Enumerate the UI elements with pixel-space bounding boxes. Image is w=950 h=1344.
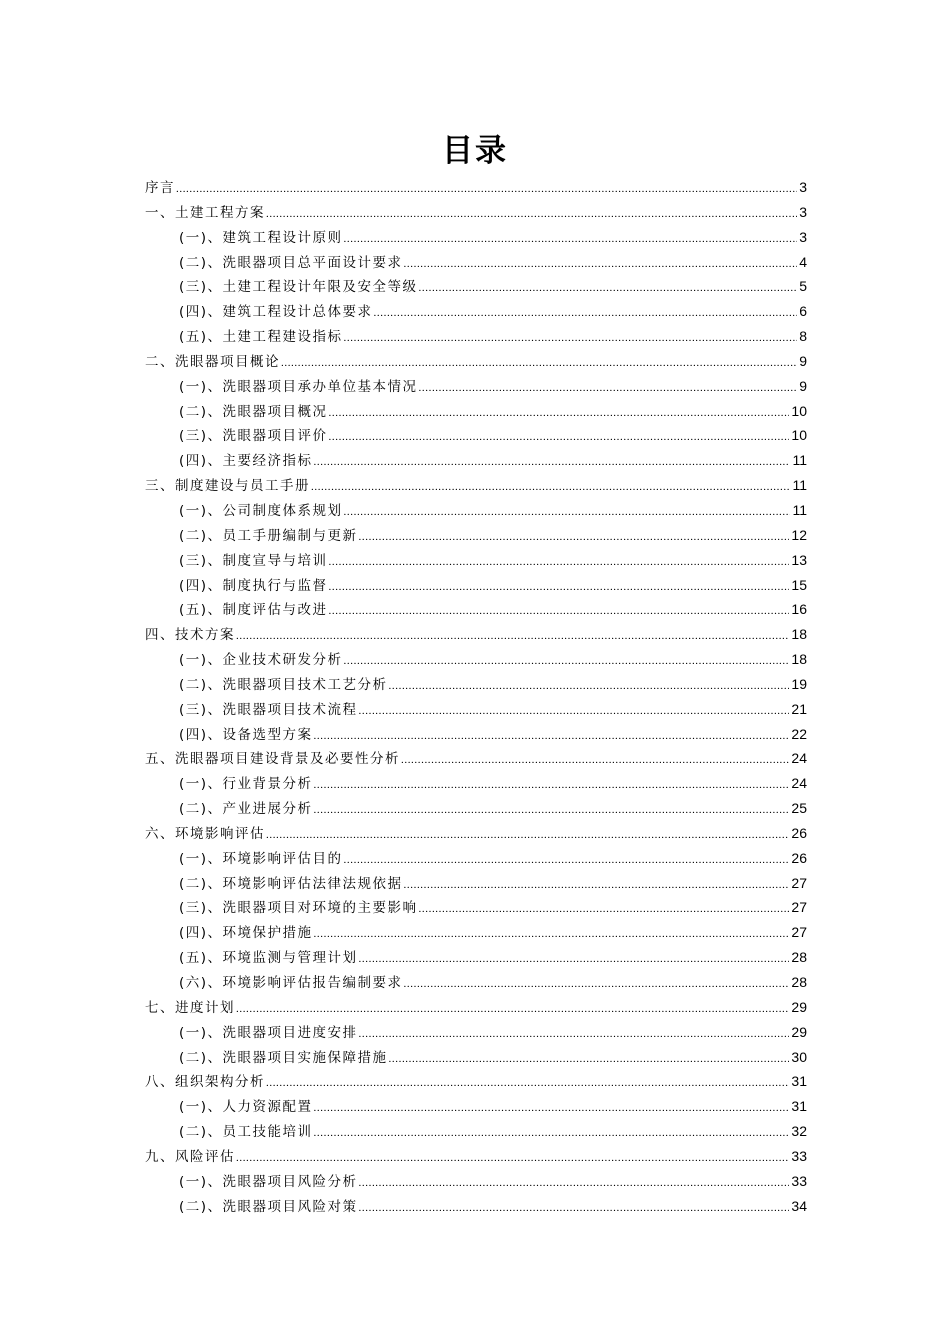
toc-dot-leader <box>374 301 798 326</box>
toc-dot-leader <box>389 1047 790 1072</box>
toc-page-number: 3 <box>799 179 807 195</box>
toc-dot-leader <box>266 823 789 848</box>
toc-subsection-entry[interactable] <box>145 1045 807 1070</box>
toc-dot-leader <box>329 401 790 426</box>
toc-subsection-entry[interactable] <box>145 1119 807 1144</box>
toc-entry-title: (一)、洗眼器项目进度安排 <box>179 1024 358 1041</box>
table-of-contents <box>145 175 807 1218</box>
toc-section-entry[interactable] <box>145 349 807 374</box>
toc-entry-title: (一)、人力资源配置 <box>179 1099 313 1116</box>
toc-entry-title: (一)、企业技术研发分析 <box>179 652 343 669</box>
toc-subsection-entry[interactable] <box>145 846 807 871</box>
toc-page-number: 16 <box>791 601 807 618</box>
toc-subsection-entry[interactable] <box>145 597 807 622</box>
toc-page-number: 32 <box>791 1123 807 1140</box>
toc-page-number: 22 <box>791 725 807 742</box>
toc-dot-leader <box>314 1121 790 1146</box>
toc-entry-title: (五)、制度评估与改进 <box>179 602 328 619</box>
toc-page-number: 28 <box>791 974 807 990</box>
toc-subsection-entry[interactable] <box>145 647 807 672</box>
toc-page-number: 3 <box>799 203 807 220</box>
toc-entry-title: 八、组织架构分析 <box>145 1074 265 1091</box>
toc-entry-title: 序言 <box>145 180 175 196</box>
toc-dot-leader <box>344 326 798 351</box>
toc-entry-title: (三)、土建工程设计年限及安全等级 <box>179 279 418 296</box>
toc-page-number: 24 <box>791 775 807 792</box>
toc-dot-leader <box>314 922 790 947</box>
toc-entry-title: 三、制度建设与员工手册 <box>145 478 310 495</box>
toc-entry-title: (四)、制度执行与监督 <box>179 577 328 594</box>
toc-subsection-entry[interactable] <box>145 523 807 548</box>
toc-entry-title: 一、土建工程方案 <box>145 204 265 221</box>
toc-dot-leader <box>236 1146 789 1171</box>
toc-subsection-entry[interactable] <box>145 796 807 821</box>
toc-dot-leader <box>359 1196 790 1221</box>
toc-page-number: 33 <box>791 1147 807 1164</box>
toc-page-number: 33 <box>791 1172 807 1189</box>
toc-dot-leader <box>404 972 790 997</box>
toc-page-number: 11 <box>792 501 807 518</box>
toc-subsection-entry[interactable] <box>145 548 807 573</box>
toc-entry-title: 四、技术方案 <box>145 627 235 644</box>
toc-entry-title: (一)、环境影响评估目的 <box>179 850 343 867</box>
toc-entry-title: (四)、主要经济指标 <box>179 453 313 470</box>
toc-page-number: 10 <box>791 427 807 444</box>
toc-dot-leader <box>404 873 790 898</box>
toc-entry-title: 七、进度计划 <box>145 999 235 1016</box>
toc-page-number: 12 <box>791 526 807 543</box>
toc-entry-title: (三)、洗眼器项目评价 <box>179 428 328 445</box>
toc-entry-title: (四)、建筑工程设计总体要求 <box>179 304 373 321</box>
toc-subsection-entry[interactable] <box>145 920 807 945</box>
toc-entry-title: (六)、环境影响评估报告编制要求 <box>179 975 403 991</box>
toc-entry-title: (五)、土建工程建设指标 <box>179 329 343 346</box>
toc-entry-title: 九、风险评估 <box>145 1148 235 1165</box>
toc-subsection-entry[interactable] <box>145 299 807 324</box>
toc-subsection-entry[interactable] <box>145 771 807 796</box>
toc-page-number: 5 <box>799 278 807 295</box>
toc-section-entry[interactable] <box>145 622 807 647</box>
toc-page-number: 29 <box>791 998 807 1015</box>
toc-entry-title: (二)、洗眼器项目技术工艺分析 <box>179 676 388 693</box>
toc-section-entry[interactable] <box>145 200 807 225</box>
toc-page-number: 27 <box>791 899 807 916</box>
toc-entry-title: 六、环境影响评估 <box>145 825 265 842</box>
toc-dot-leader <box>236 624 789 649</box>
toc-subsection-entry[interactable] <box>145 324 807 349</box>
toc-entry-title: (四)、设备选型方案 <box>179 726 313 743</box>
toc-page-number: 28 <box>791 949 807 966</box>
toc-page-number: 3 <box>799 228 807 245</box>
toc-subsection-entry[interactable] <box>145 498 807 523</box>
toc-dot-leader <box>236 997 789 1022</box>
toc-page-number: 25 <box>791 800 807 817</box>
toc-page-number: 15 <box>791 576 807 593</box>
toc-entry-title: (一)、建筑工程设计原则 <box>179 229 343 246</box>
toc-page-number: 29 <box>791 1023 807 1040</box>
toc-page-number: 27 <box>791 874 807 891</box>
toc-dot-leader <box>401 748 789 773</box>
toc-entry-title: (二)、员工技能培训 <box>179 1124 313 1141</box>
toc-page-number: 19 <box>791 675 807 692</box>
toc-dot-leader <box>329 425 790 450</box>
toc-subsection-entry[interactable] <box>145 1020 807 1045</box>
toc-entry-title: (二)、环境影响评估法律法规依据 <box>179 875 403 892</box>
toc-subsection-entry[interactable] <box>145 250 807 275</box>
toc-page-number: 31 <box>791 1098 807 1115</box>
toc-page-number: 24 <box>791 750 807 767</box>
toc-section-entry[interactable] <box>145 995 807 1020</box>
toc-subsection-entry[interactable] <box>145 970 807 995</box>
toc-subsection-entry[interactable] <box>145 1169 807 1194</box>
toc-subsection-entry[interactable] <box>145 399 807 424</box>
toc-entry-title: (二)、洗眼器项目概况 <box>179 403 328 420</box>
toc-page-number: 6 <box>799 303 807 320</box>
toc-section-entry[interactable] <box>145 1069 807 1094</box>
toc-entry-title: (一)、洗眼器项目风险分析 <box>179 1173 358 1190</box>
toc-dot-leader <box>329 599 790 624</box>
toc-dot-leader <box>176 177 797 202</box>
toc-page-number: 11 <box>792 452 807 469</box>
toc-page-number: 9 <box>799 377 807 394</box>
toc-subsection-entry[interactable] <box>145 423 807 448</box>
toc-entry-title: (三)、洗眼器项目技术流程 <box>179 701 358 718</box>
toc-page-number: 34 <box>791 1197 807 1214</box>
toc-dot-leader <box>344 848 790 873</box>
toc-dot-leader <box>314 450 791 475</box>
toc-subsection-entry[interactable] <box>145 672 807 697</box>
toc-subsection-entry[interactable] <box>145 1094 807 1119</box>
page-title: 目录 <box>442 133 508 169</box>
toc-subsection-entry[interactable] <box>145 945 807 970</box>
toc-page-number: 13 <box>791 551 807 568</box>
toc-subsection-entry[interactable] <box>145 895 807 920</box>
toc-dot-leader <box>314 773 790 798</box>
toc-dot-leader <box>359 699 790 724</box>
toc-dot-leader <box>359 1022 790 1047</box>
toc-page-number: 31 <box>791 1073 807 1090</box>
toc-section-entry[interactable] <box>145 473 807 498</box>
toc-page-number: 26 <box>791 849 807 866</box>
toc-entry-title: (四)、环境保护措施 <box>179 925 313 942</box>
toc-dot-leader <box>359 1171 790 1196</box>
toc-subsection-entry[interactable] <box>145 374 807 399</box>
toc-subsection-entry[interactable] <box>145 225 807 250</box>
toc-subsection-entry[interactable] <box>145 274 807 299</box>
toc-entry-title: (三)、洗眼器项目对环境的主要影响 <box>179 900 418 917</box>
toc-dot-leader <box>314 724 790 749</box>
toc-subsection-entry[interactable] <box>145 448 807 473</box>
toc-dot-leader <box>329 575 790 600</box>
toc-page-number: 11 <box>792 477 807 494</box>
toc-dot-leader <box>281 351 797 376</box>
toc-dot-leader <box>266 1071 789 1096</box>
toc-page-number: 30 <box>791 1048 807 1065</box>
toc-section-entry[interactable] <box>145 746 807 771</box>
toc-page-number: 18 <box>791 626 807 643</box>
toc-section-entry[interactable] <box>145 1144 807 1169</box>
toc-page-number: 26 <box>791 824 807 841</box>
toc-dot-leader <box>389 674 790 699</box>
toc-entry-title: (二)、洗眼器项目实施保障措施 <box>179 1049 388 1066</box>
toc-dot-leader <box>419 897 790 922</box>
toc-entry-title: (一)、洗眼器项目承办单位基本情况 <box>179 378 418 395</box>
toc-dot-leader <box>404 252 798 277</box>
toc-entry-title: (三)、制度宣导与培训 <box>179 552 328 569</box>
toc-page-number: 8 <box>799 328 807 345</box>
toc-dot-leader <box>359 947 790 972</box>
toc-section-entry[interactable] <box>145 175 807 200</box>
toc-entry-title: (五)、环境监测与管理计划 <box>179 950 358 967</box>
toc-entry-title: (一)、行业背景分析 <box>179 776 313 793</box>
toc-dot-leader <box>344 649 790 674</box>
toc-entry-title: (二)、产业进展分析 <box>179 801 313 818</box>
toc-page-number: 27 <box>791 924 807 941</box>
toc-dot-leader <box>314 798 790 823</box>
toc-entry-title: (二)、洗眼器项目风险对策 <box>179 1198 358 1215</box>
toc-page-number: 10 <box>791 402 807 419</box>
toc-dot-leader <box>311 475 790 500</box>
toc-subsection-entry[interactable] <box>145 1194 807 1219</box>
toc-entry-title: (二)、员工手册编制与更新 <box>179 527 358 544</box>
toc-entry-title: 二、洗眼器项目概论 <box>145 353 280 370</box>
toc-dot-leader <box>344 500 791 525</box>
toc-dot-leader <box>314 1096 790 1121</box>
toc-page-number: 4 <box>799 253 807 270</box>
toc-page-number: 21 <box>791 700 807 717</box>
toc-subsection-entry[interactable] <box>145 573 807 598</box>
toc-dot-leader <box>419 376 798 401</box>
toc-dot-leader <box>344 227 798 252</box>
toc-subsection-entry[interactable] <box>145 871 807 896</box>
toc-page-number: 18 <box>791 651 807 668</box>
toc-entry-title: (二)、洗眼器项目总平面设计要求 <box>179 254 403 271</box>
toc-subsection-entry[interactable] <box>145 722 807 747</box>
toc-subsection-entry[interactable] <box>145 697 807 722</box>
toc-dot-leader <box>266 202 797 227</box>
toc-section-entry[interactable] <box>145 821 807 846</box>
toc-dot-leader <box>419 276 798 301</box>
toc-dot-leader <box>329 550 790 575</box>
toc-entry-title: 五、洗眼器项目建设背景及必要性分析 <box>145 751 400 768</box>
toc-page-number: 9 <box>799 352 807 369</box>
toc-entry-title: (一)、公司制度体系规划 <box>179 502 343 519</box>
toc-dot-leader <box>359 525 790 550</box>
